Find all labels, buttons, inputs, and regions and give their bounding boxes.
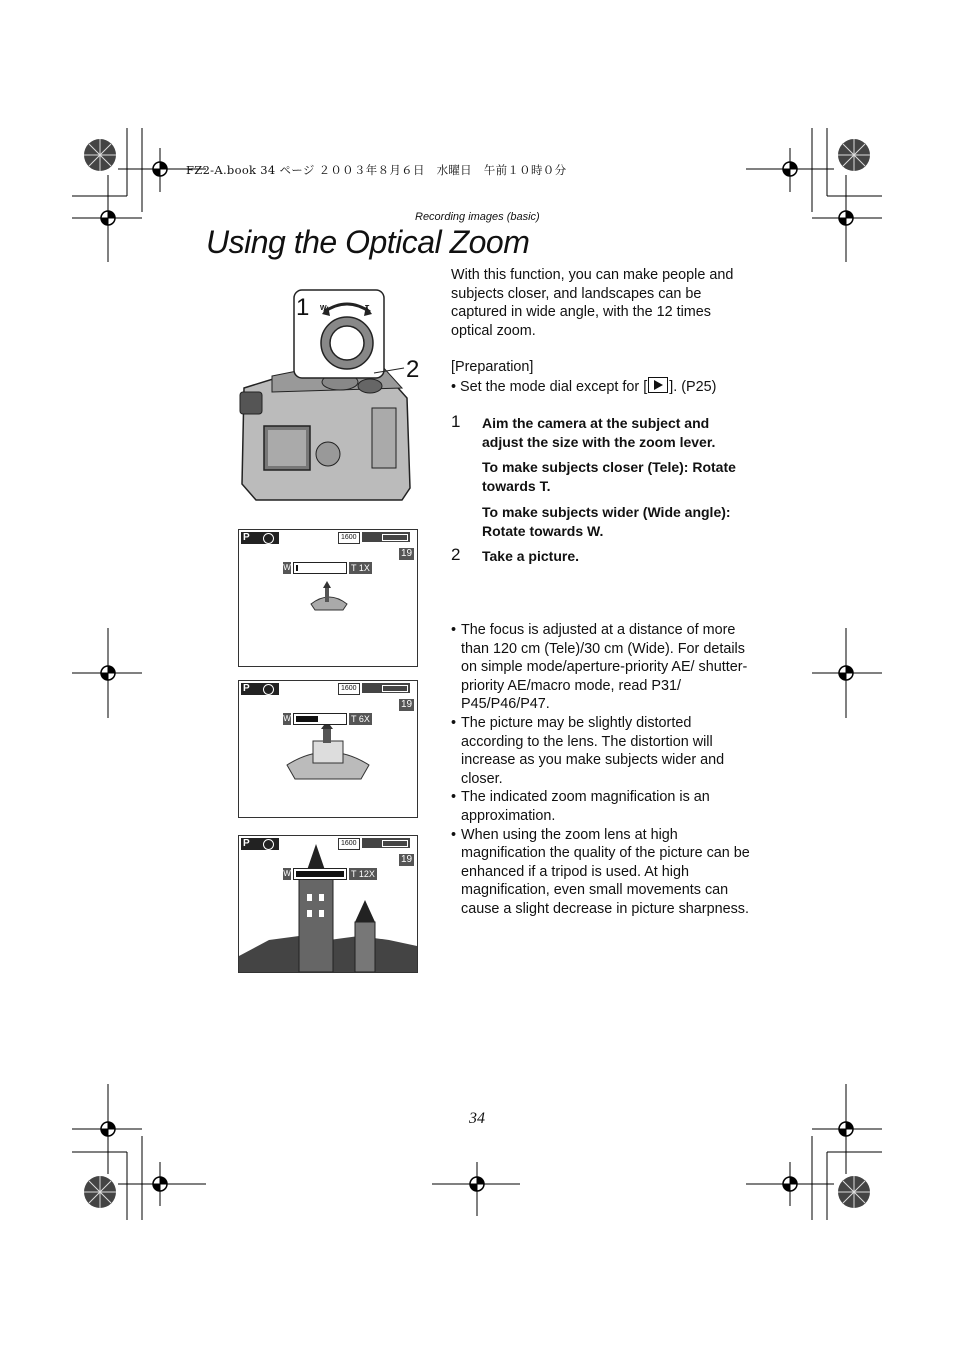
play-icon	[648, 377, 668, 393]
shot-count: 19	[401, 854, 413, 865]
resolution-label: 1600	[338, 838, 360, 850]
zoom-magnification: 6X	[358, 714, 370, 724]
note-item: • When using the zoom lens at high magnification the quality of the picture can be enhanced if a tripod is used. At high magnification, even small movements can cause a slight decrease in picture sharpness.	[451, 826, 751, 919]
mode-indicator	[241, 683, 279, 695]
mode-p-label: P	[243, 532, 250, 543]
lcd-screen-12x	[238, 835, 418, 973]
mode-indicator	[241, 532, 279, 544]
intro-text: With this function, you can make people and subjects closer, and landscapes can be captured in wide angle, with the 12 times optical zoom.	[451, 267, 734, 339]
lcd-screen-6x	[238, 680, 418, 818]
zoom-t-label: T 12X	[351, 869, 375, 879]
page-title: Using the Optical Zoom	[206, 224, 530, 260]
note-item: • The picture may be slightly distorted according to the lens. The distortion will increase as you make subjects wider and closer.	[451, 714, 751, 788]
lever-w-label: W	[320, 305, 327, 312]
zoom-magnification: 12X	[358, 869, 375, 879]
zoom-bar	[293, 562, 347, 574]
step-tele-text: To make subjects closer (Tele): Rotate towards T.	[482, 459, 736, 494]
resolution-label: 1600	[338, 683, 360, 695]
zoom-bar-fill	[296, 716, 318, 722]
step-wide-text: To make subjects wider (Wide angle): Rotate towards W.	[482, 504, 731, 539]
step-2-text: Take a picture.	[482, 548, 580, 564]
callout-2: 2	[406, 356, 420, 383]
note-item: • The indicated zoom magnification is an approximation.	[451, 788, 751, 825]
zoom-bar-fill	[296, 871, 344, 877]
battery-icon	[362, 683, 410, 693]
zoom-magnification: 1X	[358, 563, 370, 573]
step-2-number: 2	[451, 545, 461, 564]
mode-indicator	[241, 838, 279, 850]
zoom-bar	[293, 868, 347, 880]
note-item: • The focus is adjusted at a distance of more than 120 cm (Tele)/30 cm (Wide). For details on simple mode/aperture-priority AE/ shutter-priority AE/macro mode, read P31/ P45/P46/P47.	[451, 621, 751, 714]
lever-t-label: T	[365, 305, 370, 312]
print-header: FZ2-A.book 34 ページ ２００３年８月６日 水曜日 午前１０時０分	[186, 163, 567, 177]
flash-icon	[263, 684, 274, 695]
callout-1: 1	[296, 294, 310, 321]
mode-p-label: P	[243, 838, 250, 849]
preparation-label: [Preparation]	[451, 359, 534, 375]
castle-medium-image	[283, 725, 373, 781]
page-number: 34	[469, 1110, 485, 1127]
castle-large-image	[239, 836, 417, 972]
section-label: Recording images (basic)	[415, 211, 540, 223]
castle-small-image	[307, 580, 351, 612]
lcd-screen-1x	[238, 529, 418, 667]
flash-icon	[263, 839, 274, 850]
zoom-w-label: W	[283, 714, 291, 723]
zoom-bar-fill	[296, 565, 298, 571]
shot-count: 19	[401, 548, 413, 559]
zoom-w-label: W	[283, 869, 291, 878]
zoom-bar	[293, 713, 347, 725]
camera-illustration	[232, 288, 432, 510]
shot-count: 19	[401, 699, 413, 710]
camera-drawing	[232, 288, 432, 510]
battery-icon	[362, 838, 410, 848]
step-1-number: 1	[451, 412, 461, 431]
step-1-text: Aim the camera at the subject and adjust the size with the zoom lever.	[482, 415, 716, 450]
zoom-t-label: T 6X	[351, 714, 370, 724]
zoom-w-label: W	[283, 563, 291, 572]
mode-p-label: P	[243, 683, 250, 694]
resolution-label: 1600	[338, 532, 360, 544]
preparation-item: • Set the mode dial except for [ ]. (P25)	[451, 379, 717, 395]
battery-icon	[362, 532, 410, 542]
flash-icon	[263, 533, 274, 544]
notes-list	[451, 621, 751, 919]
zoom-t-label: T 1X	[351, 563, 370, 573]
